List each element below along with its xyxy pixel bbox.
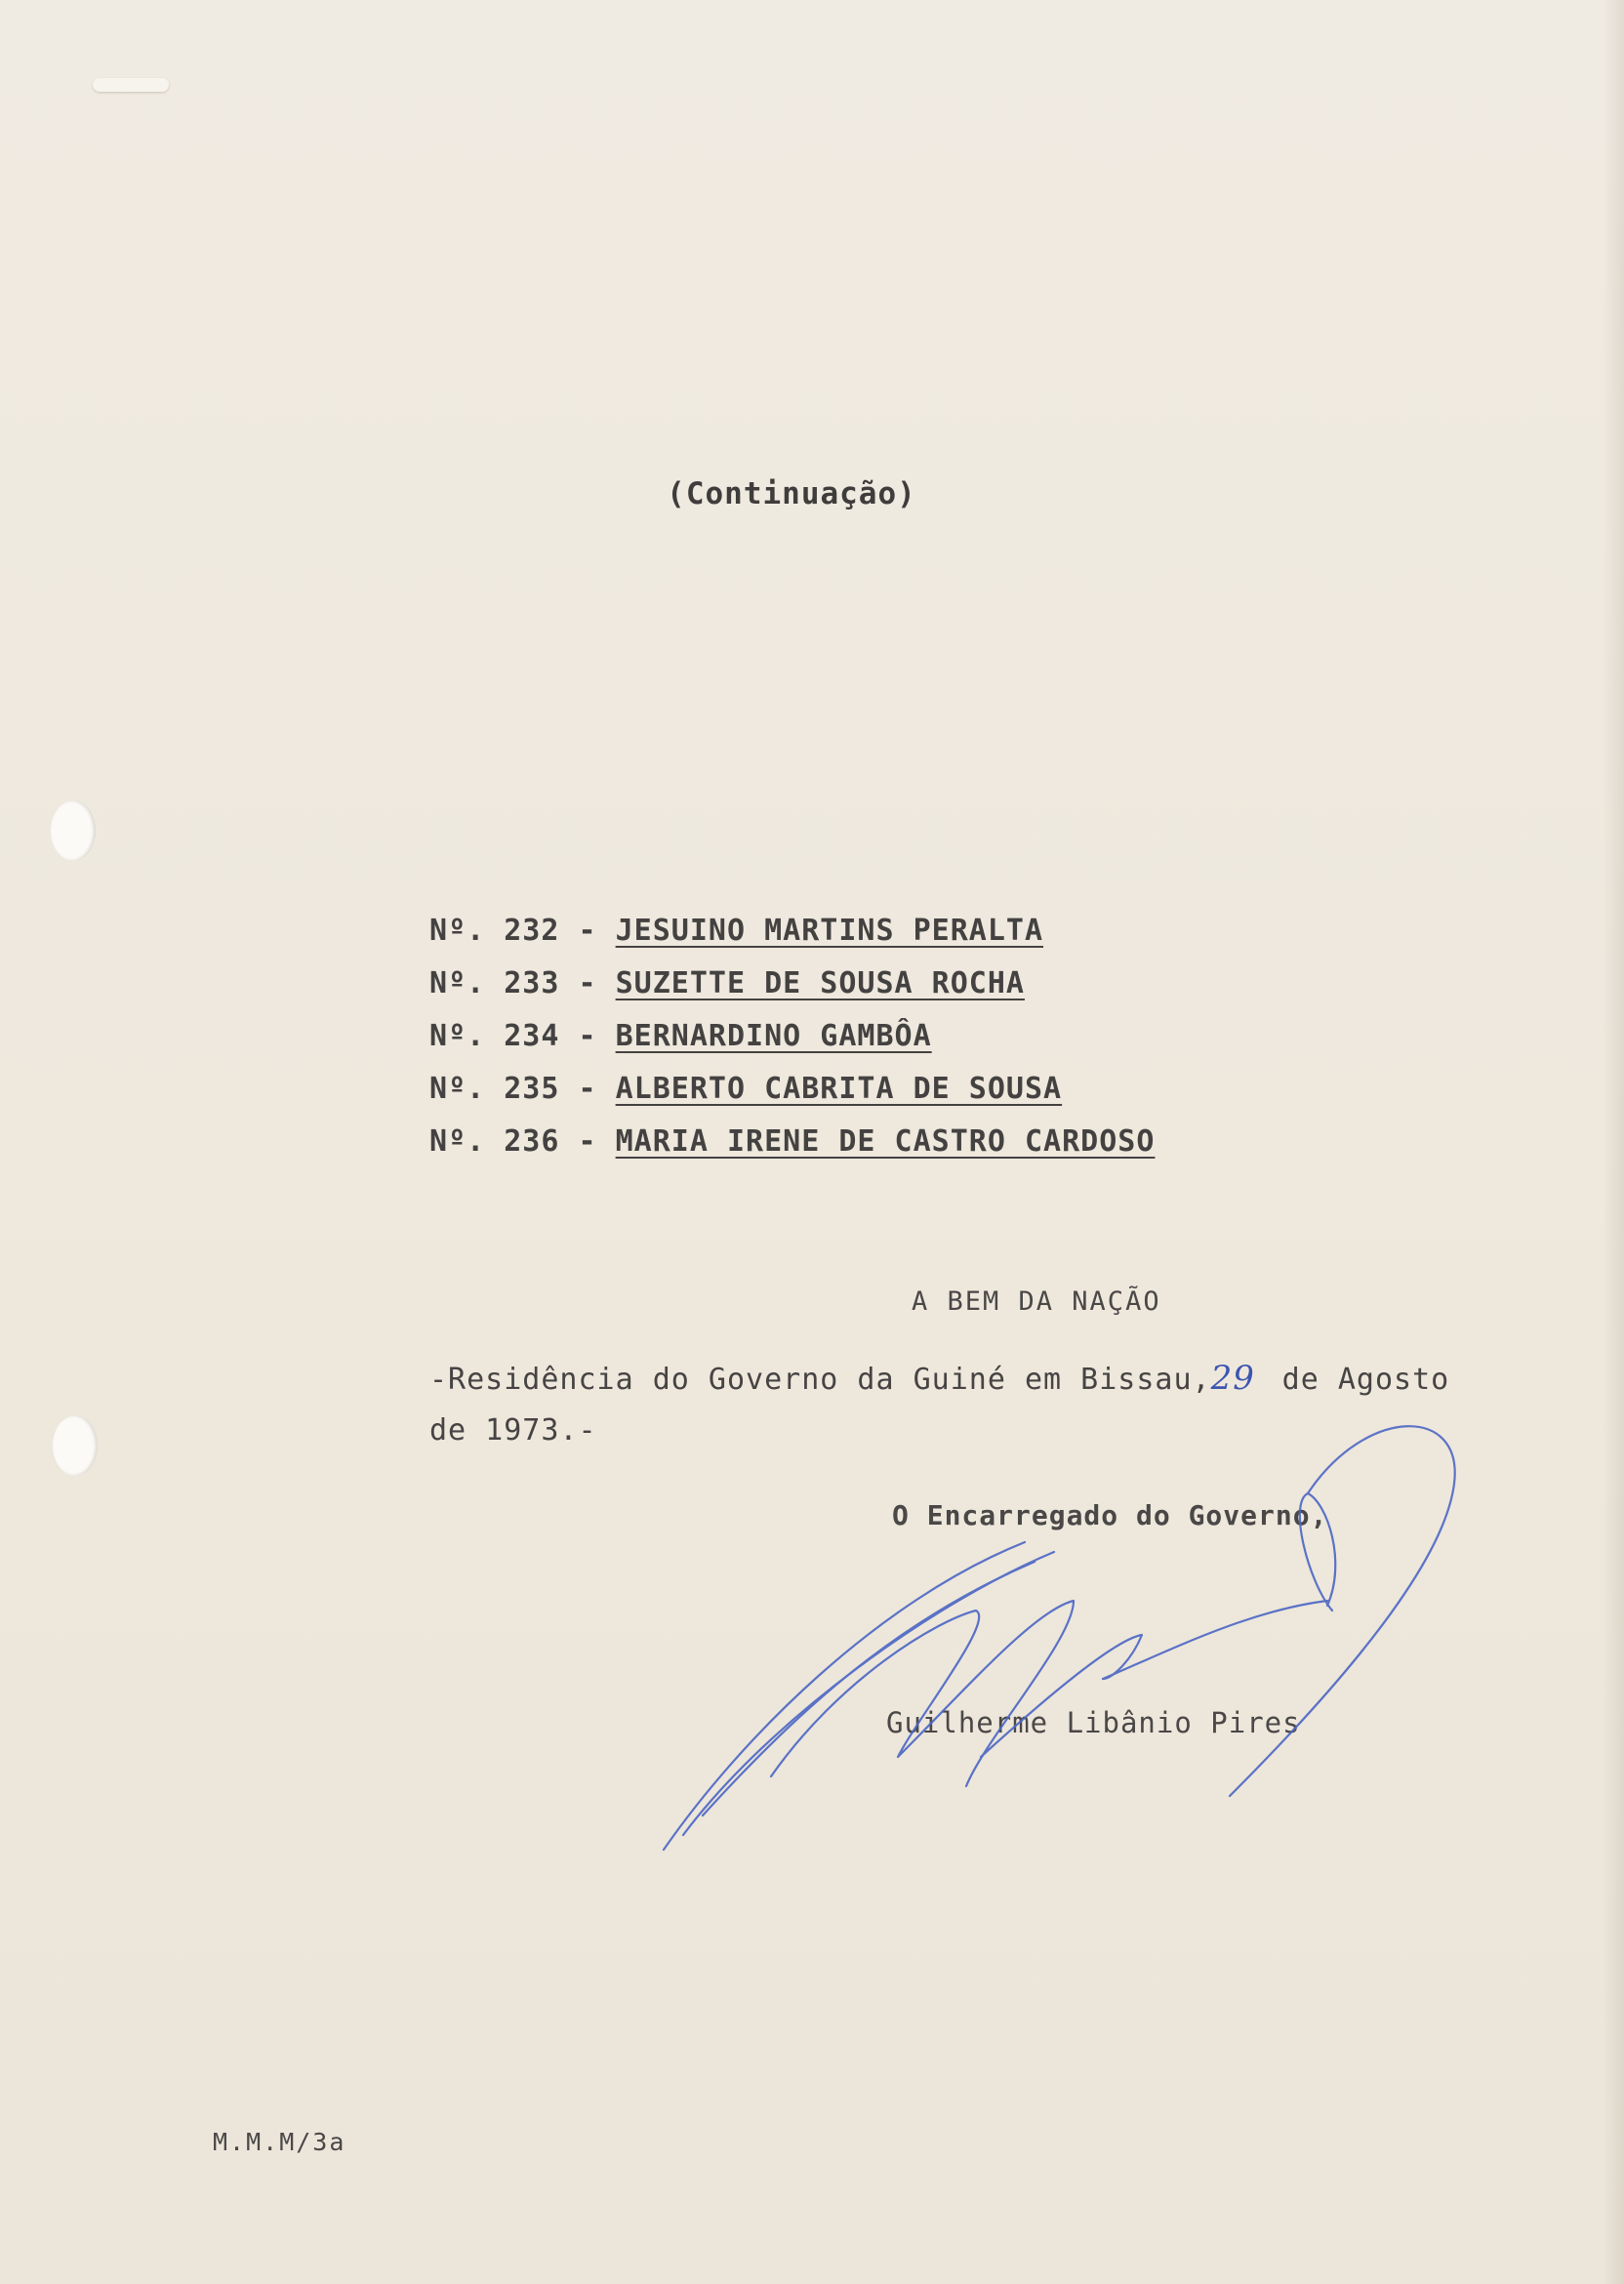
year-line: de 1973.-	[429, 1413, 597, 1448]
entry-name: SUZETTE DE SOUSA ROCHA	[615, 966, 1025, 1000]
entry-number: Nº. 235	[429, 1072, 560, 1106]
list-item	[429, 1072, 1155, 1124]
entry-number: Nº. 232	[429, 914, 560, 948]
entry-number: Nº. 234	[429, 1019, 560, 1053]
closing-formula: A BEM DA NAÇÃO	[912, 1286, 1161, 1317]
list-item	[429, 914, 1155, 966]
staple-mark	[93, 78, 169, 92]
entry-separator: -	[559, 1124, 616, 1159]
list-item	[429, 1019, 1155, 1072]
signer-name: Guilherme Libânio Pires	[886, 1706, 1301, 1739]
entry-name: MARIA IRENE DE CASTRO CARDOSO	[615, 1124, 1156, 1159]
entry-list	[429, 914, 1155, 1177]
list-item	[429, 966, 1155, 1019]
entry-separator: -	[559, 914, 616, 948]
entry-separator: -	[559, 966, 616, 1000]
entry-name: JESUINO MARTINS PERALTA	[615, 914, 1044, 948]
handwritten-day: 29	[1210, 1359, 1255, 1398]
punch-hole-top	[51, 800, 96, 861]
month-text: de Agosto	[1263, 1363, 1450, 1397]
entry-number: Nº. 236	[429, 1124, 560, 1159]
entry-name: ALBERTO CABRITA DE SOUSA	[615, 1072, 1063, 1106]
place-date-line	[429, 1359, 1449, 1398]
list-item	[429, 1124, 1155, 1177]
continuation-heading	[0, 476, 1624, 511]
page-edge-shadow	[1603, 0, 1624, 2284]
place-text: -Residência do Governo da Guiné em Bissau,	[429, 1363, 1211, 1397]
entry-separator: -	[559, 1019, 616, 1053]
entry-number: Nº. 233	[429, 966, 560, 1000]
continuation-heading-text: (Continuação)	[667, 476, 916, 511]
entry-name: BERNARDINO GAMBÔA	[615, 1019, 932, 1053]
reference-code: M.M.M/3a	[213, 2128, 346, 2156]
punch-hole-bottom	[53, 1415, 98, 1476]
entry-separator: -	[559, 1072, 616, 1106]
official-title: O Encarregado do Governo,	[892, 1499, 1328, 1531]
